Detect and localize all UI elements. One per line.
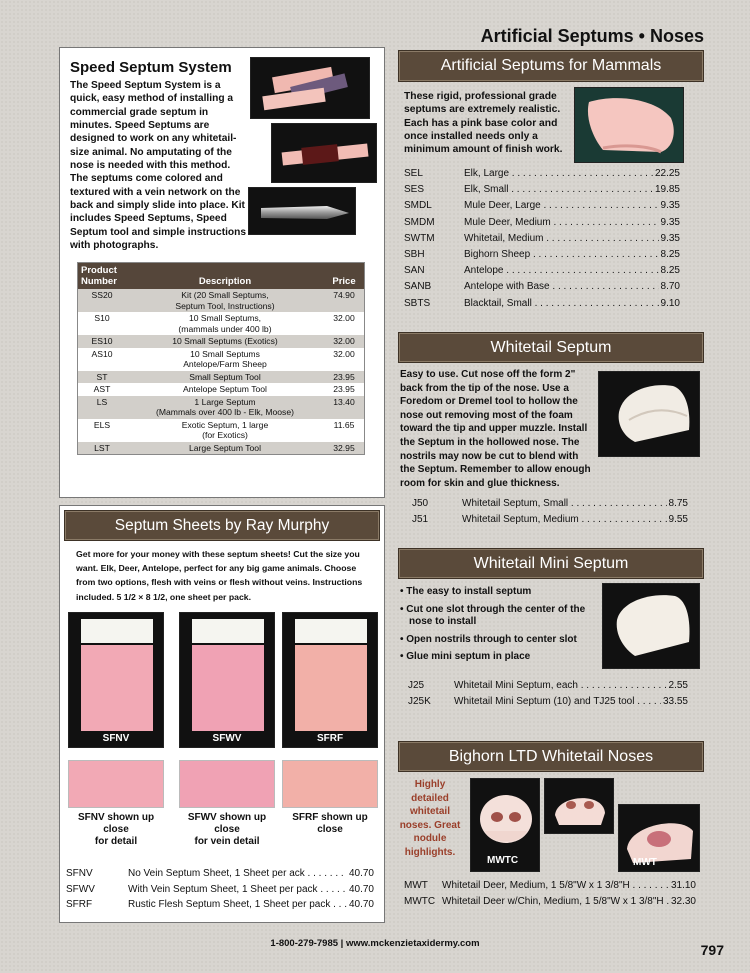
description-line: 1 Large Septum xyxy=(194,396,256,407)
sheet-closeup-swatch xyxy=(282,760,378,808)
item-description: Blacktail, Small . . . xyxy=(464,296,659,312)
item-price: 40.70 xyxy=(348,868,374,879)
item-price: 8.25 xyxy=(660,265,680,277)
bighorn-price-list xyxy=(404,878,696,910)
item-price: 8.25 xyxy=(660,249,680,261)
product-number: AS10 xyxy=(91,348,113,359)
item-code: SWTM xyxy=(404,232,435,244)
item-description: Antelope with Base . . . xyxy=(464,279,659,295)
product-price: 32.95 xyxy=(324,442,364,455)
description-line: 10 Small Septums xyxy=(190,348,260,359)
nose-photo-mwtc xyxy=(470,778,540,872)
sheet-pack-label: SFWV xyxy=(212,733,242,744)
bullet-item: • Glue mini septum in place xyxy=(400,651,531,662)
price-row xyxy=(404,263,680,279)
sheet-caption xyxy=(173,812,281,848)
product-number: ELS xyxy=(93,419,111,430)
item-price: 33.55 xyxy=(662,696,688,708)
whitetail-septum-price-list xyxy=(412,496,688,528)
price-row xyxy=(404,166,680,182)
item-code: J51 xyxy=(412,514,429,526)
caption-line: for detail xyxy=(94,836,138,847)
item-description: No Vein Septum Sheet, 1 Sheet per ack . . . xyxy=(128,866,347,882)
item-price: 9.10 xyxy=(660,297,680,309)
mammals-price-list xyxy=(404,166,680,312)
bullet-item: • Cut one slot through the center of the nose to install xyxy=(400,603,586,627)
sheet-closeup-swatch xyxy=(179,760,275,808)
price-row xyxy=(404,215,680,231)
description-line: Exotic Septum, 1 large xyxy=(181,419,269,430)
caption-line: close xyxy=(103,824,129,835)
price-row xyxy=(66,866,374,882)
item-code: SEL xyxy=(404,168,423,179)
item-price: 9.35 xyxy=(660,232,680,244)
product-price: 13.40 xyxy=(324,396,364,419)
col-description: Description xyxy=(126,263,324,289)
item-description: With Vein Septum Sheet, 1 Sheet per pack . . . xyxy=(128,882,347,898)
item-price: 31.10 xyxy=(670,880,696,891)
item-price: 22.25 xyxy=(654,168,680,179)
description-line: 10 Small Septums (Exotics) xyxy=(172,336,278,346)
item-code: J25 xyxy=(408,680,425,691)
product-description xyxy=(126,383,324,396)
item-price: 32.30 xyxy=(670,896,696,908)
item-description: Whitetail Deer, Medium, 1 5/8"W x 1 3/8"H . . . xyxy=(442,878,669,894)
item-description: Mule Deer, Large . . . xyxy=(464,198,659,214)
price-row xyxy=(66,897,374,913)
speed-septum-table-wrap xyxy=(77,262,365,455)
septum-sheets-price-list xyxy=(66,866,374,913)
product-description xyxy=(126,312,324,335)
item-code: J25K xyxy=(408,696,431,708)
mammals-body: These rigid, professional grade septums are extremely realistic. Each has a pink base color and once installed needs only a minimum amount of finish work. xyxy=(404,91,563,156)
price-row xyxy=(66,882,374,898)
table-row xyxy=(78,383,364,396)
price-row xyxy=(408,694,688,710)
caption-line: for vein detail xyxy=(194,836,260,847)
item-description: Antelope . . . xyxy=(464,263,659,279)
item-code: SFWV xyxy=(66,883,95,895)
product-number: S10 xyxy=(94,313,110,323)
product-number: ST xyxy=(78,371,126,384)
bighorn-blurb: Highly detailed whitetail noses. Great nodule highlights. xyxy=(399,779,461,858)
product-description xyxy=(126,335,324,348)
product-price: 23.95 xyxy=(324,371,364,384)
table-row xyxy=(78,419,364,442)
price-row xyxy=(404,198,680,214)
item-price: 2.55 xyxy=(668,680,688,691)
sheet-pack-photo xyxy=(282,612,378,748)
description-line-2: Septum Tool, Instructions) xyxy=(175,300,275,311)
table-row xyxy=(78,348,364,371)
product-price: 32.00 xyxy=(333,348,355,359)
sheet-pack-photo xyxy=(68,612,164,748)
product-price: 11.65 xyxy=(333,419,355,430)
bullet-item: • Open nostrils through to center slot xyxy=(400,633,577,645)
mini-septum-price-list xyxy=(408,678,688,710)
price-row xyxy=(412,512,688,528)
bullet-item: • The easy to install septum xyxy=(400,586,532,597)
item-code: MWTC xyxy=(404,896,436,908)
price-row xyxy=(404,231,680,247)
description-line-2: (for Exotics) xyxy=(202,430,248,440)
speed-septum-table xyxy=(78,263,364,454)
page-number: 797 xyxy=(700,942,724,958)
product-number: LS xyxy=(78,396,126,419)
col-price: Price xyxy=(324,263,364,289)
col-product-number: Product Number xyxy=(78,263,126,289)
item-price: 40.70 xyxy=(348,899,374,910)
septum-sheets-title: Septum Sheets by Ray Murphy xyxy=(64,510,380,541)
description-line: Kit (20 Small Septums, xyxy=(181,290,269,300)
sheet-pack-photo xyxy=(179,612,275,748)
whitetail-septum-photo xyxy=(598,371,700,457)
description-line: Antelope Septum Tool xyxy=(183,384,267,394)
price-row xyxy=(404,182,680,198)
product-price: 74.90 xyxy=(324,289,364,312)
caption-line: close xyxy=(317,824,343,835)
product-price: 32.00 xyxy=(324,335,364,348)
item-code: SBH xyxy=(404,249,425,261)
table-row xyxy=(78,289,364,312)
item-price: 9.35 xyxy=(660,216,680,228)
price-row xyxy=(404,894,696,910)
item-description: Mule Deer, Medium . . . xyxy=(464,215,659,231)
table-row xyxy=(78,442,364,455)
sheet-caption xyxy=(62,812,170,848)
mammals-title: Artificial Septums for Mammals xyxy=(398,50,704,82)
price-row xyxy=(404,878,696,894)
item-code: MWT xyxy=(404,880,428,891)
item-code: SBTS xyxy=(404,297,431,309)
item-description: Whitetail Deer w/Chin, Medium, 1 5/8"W x 1 3/8"H . . . xyxy=(442,894,669,910)
item-code: SFRF xyxy=(66,899,93,910)
item-code: SMDL xyxy=(404,200,432,212)
sheet-closeup-swatch xyxy=(68,760,164,808)
mini-septum-bullets xyxy=(400,586,596,669)
item-description: Whitetail, Medium . . . xyxy=(464,231,659,247)
description-line-2: (Mammals over 400 lb - Elk, Moose) xyxy=(155,407,295,417)
item-price: 19.85 xyxy=(654,184,680,196)
caption-line: SFNV shown up xyxy=(77,812,155,823)
septum-sheets-intro: Get more for your money with these septum sheets! Cut the size you want. Elk, Deer, Antelope, perfect for any big game animals. Choose from two options, flesh with veins or flesh without veins. Instructions included. 5 1/2 × 8 1/2, one sheet per pack. xyxy=(76,549,363,602)
product-description xyxy=(126,289,324,312)
product-number: ES10 xyxy=(78,335,126,348)
product-number: LST xyxy=(78,442,126,455)
description-line-2: (mammals under 400 lb) xyxy=(178,323,272,334)
product-description xyxy=(126,371,324,384)
product-number: AST xyxy=(93,384,111,394)
product-price: 32.00 xyxy=(333,313,355,323)
product-description xyxy=(126,348,324,371)
footer-contact: 1-800-279-7985 | www.mckenzietaxidermy.com xyxy=(270,938,480,949)
price-row xyxy=(412,496,688,512)
item-description: Whitetail Mini Septum (10) and TJ25 tool . . . xyxy=(454,694,661,710)
nose-photo-mwt xyxy=(618,804,700,872)
mwtc-label: MWTC xyxy=(487,855,519,866)
item-code: SES xyxy=(404,184,425,196)
mini-septum-title: Whitetail Mini Septum xyxy=(398,548,704,579)
price-row xyxy=(404,279,680,295)
price-row xyxy=(404,296,680,312)
item-price: 8.75 xyxy=(668,498,688,509)
item-description: Whitetail Septum, Medium . . . xyxy=(462,512,667,528)
sheet-caption xyxy=(276,812,384,836)
item-description: Whitetail Mini Septum, each . . . xyxy=(454,678,667,694)
speed-septum-panel xyxy=(59,47,385,498)
table-row xyxy=(78,312,364,335)
item-description: Elk, Small . . . xyxy=(464,182,653,198)
caption-line: SFWV shown up xyxy=(187,812,267,823)
sheet-pack-label: SFRF xyxy=(316,733,344,744)
speed-septum-body: The Speed Septum System is a quick, easy method of installing a commercial grade septum in minutes. Speed Septums are designed to work on any whitetail-size animal. No amputating of the nose is needed with this method. The septums come colored and textured with a vein network on the back and simply slide into place. Kit includes Speed Septums, Speed Septum tool and simple instructions with photographs. xyxy=(70,80,247,252)
page-title: Artificial Septums • Noses xyxy=(480,26,704,46)
table-row xyxy=(78,335,364,348)
price-row xyxy=(408,678,688,694)
caption-line: SFRF shown up xyxy=(292,812,368,823)
speed-septum-title: Speed Septum System xyxy=(70,59,232,76)
item-price: 8.70 xyxy=(660,281,680,293)
septum-strip-photo-1 xyxy=(250,57,370,119)
septum-strip-photo-2 xyxy=(271,123,377,183)
product-description xyxy=(126,419,324,442)
item-code: J50 xyxy=(412,498,429,509)
septum-sheets-panel xyxy=(59,505,385,923)
item-code: SANB xyxy=(404,281,432,293)
mammal-septum-photo xyxy=(574,87,684,163)
item-description: Bighorn Sheep . . . xyxy=(464,247,659,263)
septum-tool-photo xyxy=(248,187,356,235)
nose-photo-top xyxy=(544,778,614,834)
mini-septum-photo xyxy=(602,583,700,669)
sheet-pack-label: SFNV xyxy=(102,733,130,744)
item-price: 40.70 xyxy=(348,883,374,895)
product-description xyxy=(126,396,324,419)
description-line: 10 Small Septums, xyxy=(188,313,262,323)
mwt-label: MWT xyxy=(633,857,657,868)
bighorn-title: Bighorn LTD Whitetail Noses xyxy=(398,741,704,772)
description-line: Small Septum Tool xyxy=(189,371,261,382)
description-line-2: Antelope/Farm Sheep xyxy=(183,359,267,369)
item-price: 9.55 xyxy=(668,514,688,526)
caption-line: close xyxy=(214,824,240,835)
product-description xyxy=(126,442,324,455)
item-description: Rustic Flesh Septum Sheet, 1 Sheet per pack . . . xyxy=(128,897,347,913)
table-row xyxy=(78,396,364,419)
whitetail-septum-body: Easy to use. Cut nose off the form 2" back from the tip of the nose. Use a Foredom or Dremel tool to hollow the nose out removing most of the foam toward the tip and upper muzzle. Install the Septum in the hollowed nose. The nostrils may now be cut to blend with the Septum. Remember to allow enough room for skin and glue thickness. xyxy=(400,369,591,489)
item-description: Whitetail Septum, Small . . . xyxy=(462,496,667,512)
description-line: Large Septum Tool xyxy=(189,442,261,453)
item-code: SFNV xyxy=(66,868,93,879)
item-price: 9.35 xyxy=(660,200,680,212)
item-code: SAN xyxy=(404,265,425,277)
product-number: SS20 xyxy=(78,289,126,312)
item-code: SMDM xyxy=(404,216,435,228)
item-description: Elk, Large . . . xyxy=(464,166,653,182)
table-row xyxy=(78,371,364,384)
price-row xyxy=(404,247,680,263)
whitetail-septum-title: Whitetail Septum xyxy=(398,332,704,363)
product-price: 23.95 xyxy=(333,384,355,394)
